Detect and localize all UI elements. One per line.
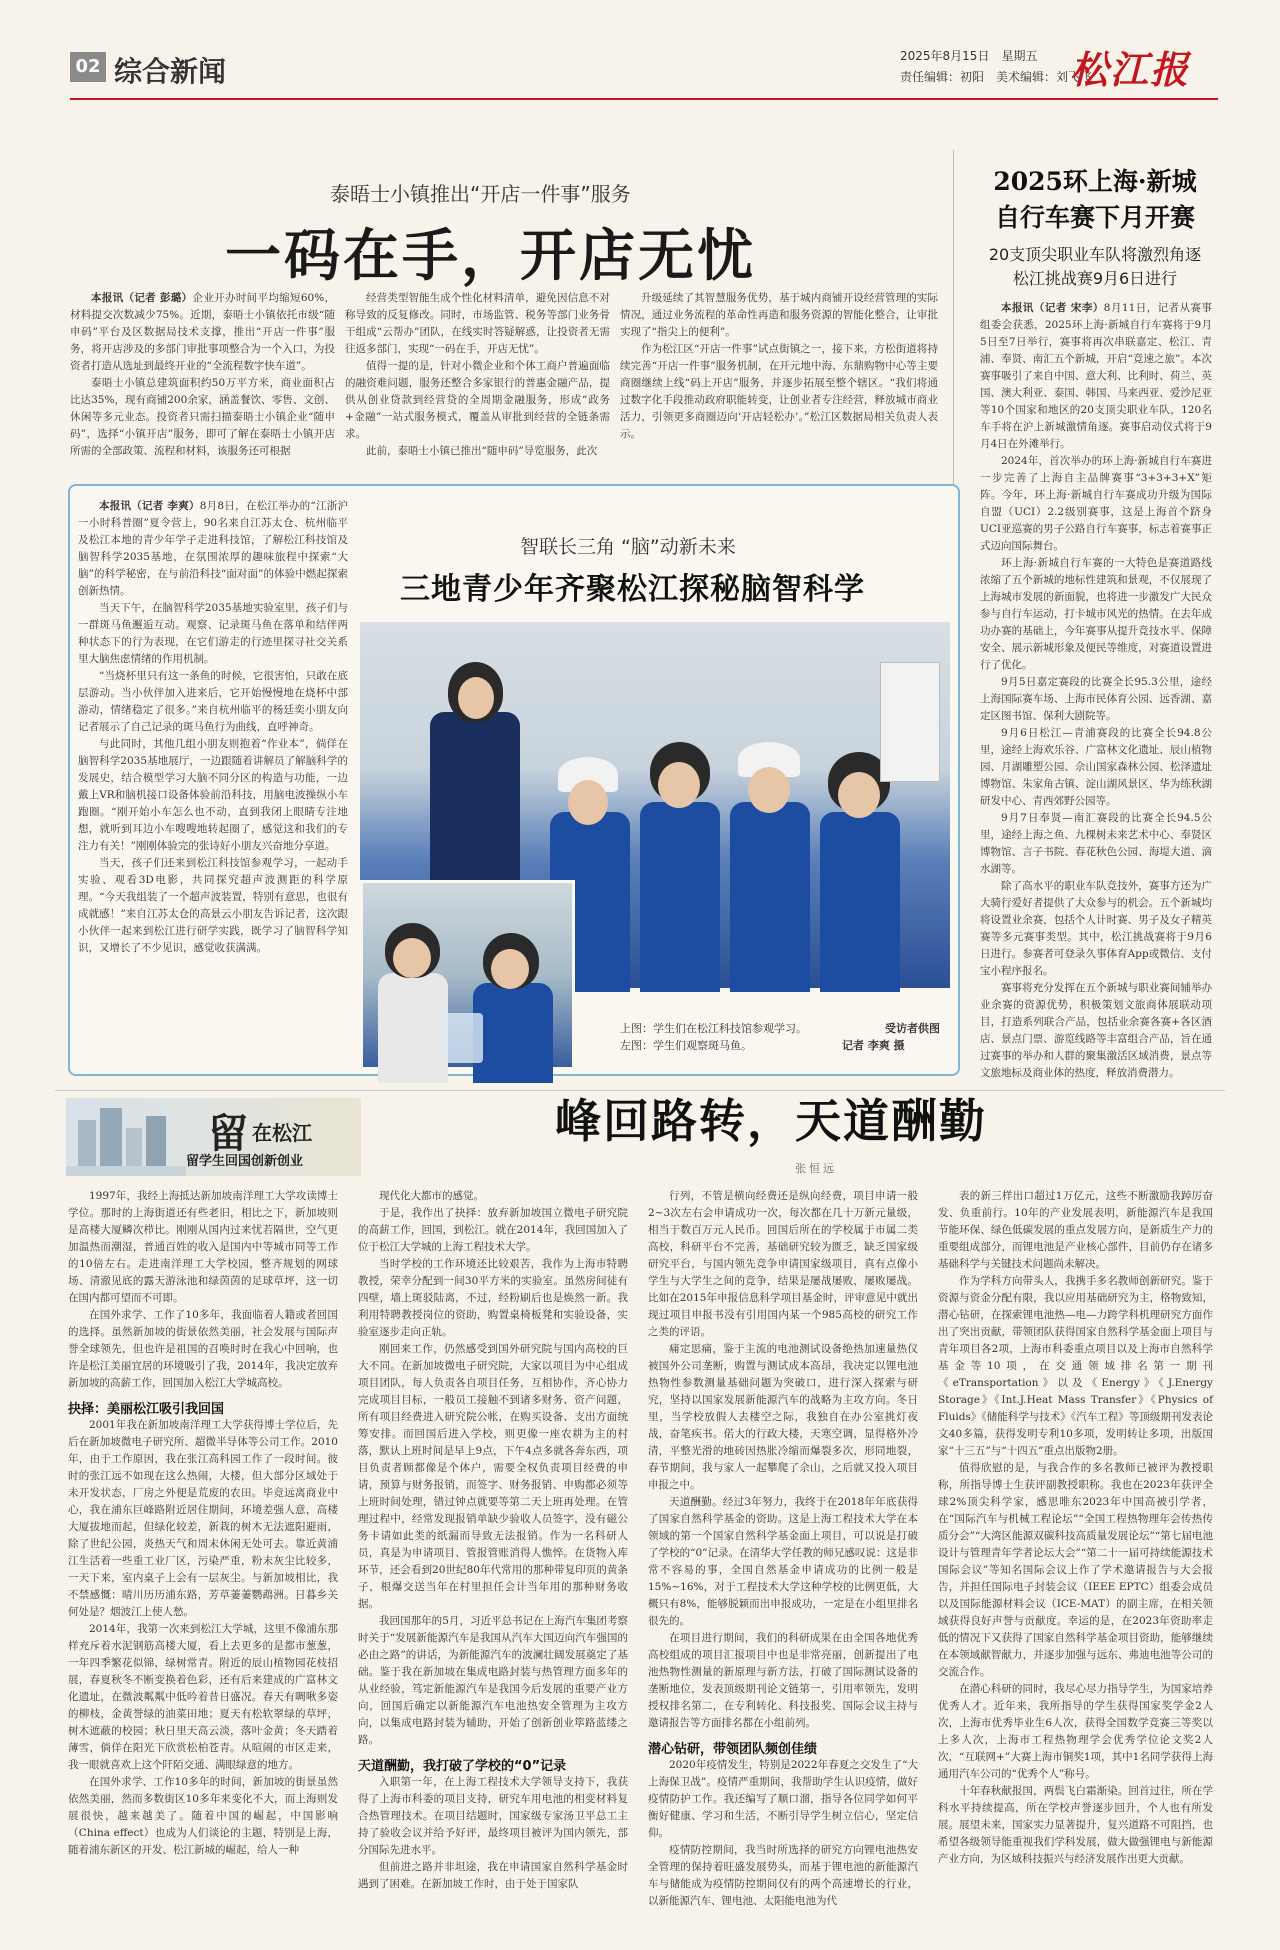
sidebar-byline: 本报讯（记者 宋李） (1001, 302, 1104, 314)
section-title: 综合新闻 (114, 55, 227, 88)
feature-headline: 三地青少年齐聚松江探秘脑智科学 (400, 572, 865, 607)
lead-column-3 (620, 290, 938, 470)
essay-paragraph: 作为学科方向带头人，我携手多名教师创新研究。鉴于资源与资金分配有限，我以应用基础研究为主，格物致知，潜心钻研，在探索锂电池热—电—力跨学科机理研究方面作出了突出贡献，带领团队获得国家自然科学基金面上项目与青年项目各2项，上海市科委重点项目以及上海市自然科学基金等10项，在交通领域排名第一期刊《eTransportation》以及《Energy》《J.Energy Storage》《Int.J.Heat Mass Transfer》《Physics of Fluids》《储能科学与技术》《汽车工程》等顶级期刊发表论文40多篇，获得发明专利10多项，发明转让多项，出版国家“十三五”与“十四五”重点出版物2册。 (938, 1275, 1213, 1457)
feature-paragraph: 8月8日，在松江举办的“江浙沪一小时科普圈”夏令营上，90名来自江苏太仓、杭州临平及松江本地的青少年学子走进科技馆，了解松江科技馆及脑智科学2035基地，在氛围浓厚的趣味旅程中探索“大脑”的科学秘密，在与前沿科技“面对面”的体验中燃起探索创新热情。 (78, 500, 348, 597)
lead-paragraph: 经营类型智能生成个性化材料清单，避免因信息不对称导致的反复修改。同时，市场监管、税务等部门业务骨干组成“云帮办”团队，在线实时答疑解惑，让投资者无需往返多部门，实现“一码在手，开店无忧”。 (345, 292, 610, 355)
banner-glyph: 留 (208, 1110, 248, 1157)
feature-paragraph: 与此同时，其他几组小朋友则抱着“作业本”，倘佯在脑智科学2035基地展厅，一边跟随着讲解员了解脑科学的发展史，结合模型学习大脑不同分区的构造与功能，一边戴上VR和脑机接口设备体验前沿科技，用脑电波操纵小车跑圈。“刚开始小车怎么也不动，直到我闭上眼睛专注地想，就听到耳边小车嗖嗖地转起圈了，感觉这和我们的专注力有关！”刚刚体验完的张诗好小朋友兴奋地分享道。 (78, 738, 348, 852)
lead-paragraph: 此前，泰晤士小镇已推出“随申码”导览服务，此次 (366, 445, 598, 457)
essay-paragraph: 在国外求学、工作了10多年，我面临着人籍或者回国的选择。虽然新加坡的街景依然美丽，社会发展与国际声誉全球领先，但也许是祖国的召唤时时在我心中回响，也许是松江美丽宜居的环境吸引了我，2014年，我决定放弃新加坡的高薪工作，回国加入松江大学城高校。 (68, 1309, 338, 1389)
essay-column-2 (358, 1188, 628, 1943)
lead-column-1 (70, 290, 335, 470)
sidebar-paragraph: 8月11日，记者从赛事组委会获悉，2025环上海·新城自行车赛将于9月5日至7日举行，赛事将再次串联嘉定、松江、青浦、奉贤、南汇五个新城，开启“竞速之旅”。本次赛事吸引了来自中国、意大利、比利时、荷兰、英国、澳大利亚、泰国、韩国、马来西亚、爱沙尼亚等10个国家和地区的20支顶尖职业车队，120名车手将在沪上新城激情角逐。赛事启动仪式将于9月4日在外滩举行。 (980, 302, 1213, 450)
essay-paragraph: 2001年我在新加坡南洋理工大学获得博士学位后，先后在新加坡微电子研究所、超微半导体等公司工作。2010年，由于工作原因，我在张江高科园工作了一段时间。彼时的张江远不如现在这么热闹，大楼，但大部分区域处于未开发状态，厂房之外便是荒废的农田。毕竟远离商业中心，我在浦东巨峰路附近居住期间，环境差强人意，高楼大厦拔地而起，但绿化较差，新栽的树木无法遮阳避雨，除了世纪公园，炎热天气和周末休闲无处可去。靠近黄浦江生活着一些重工业厂区，污染严重，粉末灰尘比较多，一天下来，室内桌子上会有一层灰尘。与新加坡相比，我不禁感慨：晴川历历浦东路，芳草萋萋鹦鹉洲。日暮乡关何处是？烟波江上使人愁。 (68, 1419, 338, 1618)
author-byline: 张恒远 (795, 1162, 837, 1175)
editors-credit: 责任编辑：初阳 美术编辑：刘飞飞 (900, 70, 1093, 84)
photo-caption: 上图：学生们在松江科技馆参观学习。 (620, 1022, 807, 1035)
photo-caption: 左图：学生们观察斑马鱼。 (620, 1039, 752, 1052)
essay-column-3 (648, 1188, 918, 1943)
bottom-headline: 峰回路转，天道酬勤 (555, 1094, 987, 1148)
lead-byline: 本报讯（记者 彭璐） (91, 292, 193, 304)
lead-kicker: 泰晤士小镇推出“开店一件事”服务 (330, 182, 631, 206)
sidebar-paragraph: 9月7日奉贤—南汇赛段的比赛全长94.5公里，途经上海之鱼、九棵树未来艺术中心、奉贤区博物馆、言子书院、春花秋色公园、海堤大道、滴水湖等。 (980, 812, 1212, 875)
essay-paragraph: 于是，我作出了抉择：放弃新加坡国立微电子研究院的高薪工作，回国，到松江。就在2014年，我回国加入了位于松江大学城的上海工程技术大学。 (358, 1207, 628, 1253)
lead-paragraph: 企业开办时间平均缩短60%，材料提交次数减少75%。近期，泰晤士小镇依托市级“随申码”平台及区数据局技术支撑，推出“开店一件事”服务，将开店涉及的多部门审批事项整合为一个入口，为投资者打造从选址到最终开业的“全流程数字快车道”。 (70, 292, 336, 372)
essay-paragraph: 在国外求学、工作10多年的时间，新加坡的街景虽然依然美丽，然而多数街区10多年来变化不大，而上海则发展很快，越来越美了。随着中国的崛起，中国影响（China effect）也成为人们谈论的主题，特别是上海，随着浦东新区的开发、松江新城的崛起，给人一种 (68, 1776, 338, 1856)
essay-subheading: 抉择：美丽松江吸引我回国 (68, 1402, 225, 1417)
lead-paragraph: 值得一提的是，针对小微企业和个体工商户普遍面临的融资难问题，服务还整合多家银行的普惠金融产品，提供从创业贷款到经营贷的全周期金融服务，形成“政务+金融”一站式服务模式，覆盖从审批到经营的全链条需求。 (345, 360, 610, 440)
sidebar-paragraph: 赛事将充分发挥在五个新城与职业赛间辅举办业余赛的资源优势，积极策划文旅商体展联动项目，打造系列联合产品，包括业余赛各赛+各区酒店、景点门票、游览线路等丰富组合产品，旨在通过赛事的举办和人群的聚集激活区域消费，景点等文旅地标及商业体的热度，释放消费潜力。 (980, 982, 1212, 1079)
essay-paragraph: 在项目进行期间，我们的科研成果在由全国各地优秀高校组成的项目汇报项目中也是非常亮丽，创新提出了电池热物性测量的新原理与新方法，打破了国际测试设备的垄断地位，发表顶级期刊论文链第一，引用率领先，发明授权排名第二，在专利转化、科技报奖、国际会议主持与邀请报告等方面排名都在小组前列。 (648, 1632, 918, 1729)
essay-paragraph: 但前进之路并非坦途，我在申请国家自然科学基金时遇到了困难。在新加坡工作时，由于处于国家队 (358, 1861, 628, 1890)
lead-paragraph: 泰晤士小镇总建筑面积约50万平方米，商业面积占比达35%，现有商铺200余家，涵盖餐饮、零售、文创、休闲等多元业态。投资者只需扫描泰晤士小镇企业“随申码”，选择“小镇开店”服务，即可了解在泰晤士小镇开店所需的全部政策、流程和材料，该服务还可根据 (70, 377, 335, 457)
sidebar-paragraph: 除了高水平的职业车队竞技外，赛事方还为广大骑行爱好者提供了大众参与的机会。五个新城均将设置业余赛，包括个人计时赛、男子及女子精英赛等多元赛事类型。其中，松江挑战赛将于9月6日进行。参赛者可登录久事体育App或微信、支付宝小程序报名。 (980, 880, 1212, 977)
sidebar-subheadline: 松江挑战赛9月6日进行 (1012, 269, 1178, 288)
sidebar-headline: 自行车赛下月开赛 (994, 203, 1195, 232)
issue-date: 2025年8月15日 星期五 (900, 49, 1038, 63)
essay-paragraph: 天道酬勤。经过3年努力，我终于在2018年年底获得了国家自然科学基金的资助。这是上海工程技术大学在本领域的第一个国家自然科学基金面上项目，可以说是打破了学校的“0”记录。在清华大学任教的师兄感叹说：这是非常不容易的事，全国自然基金申请成功的比例一般是15%~16%，对于工程技术大学这种学校的比例更低，大概只有8%，能够脱颖而出申报成功，一定是在小组里排名很先的。 (648, 1496, 918, 1627)
banner-tagline: 留学生回国创新创业 (186, 1154, 304, 1169)
essay-paragraph: 痛定思痛，鉴于主流的电池测试设备绝热加速量热仪被国外公司垄断，购置与测试成本高昂，我决定以锂电池热物性参数测量基础问题为突破口，进行深入探索与研究，坚持以国家发展新能源汽车的战略为主攻方向。冬日里，当学校放假人去楼空之际，我独自在办公室挑灯夜战，奋笔疾书。偌大的行政大楼，天寒空调，显得格外冷清，平整光滑的地砖因热胀冷缩而爆裂多次，形同地裂，春节期间，我与家人一起攀爬了佘山，之后就又投入项目申报之中。 (648, 1343, 918, 1491)
sidebar-subheadline: 20支顶尖职业车队将激烈角逐 (988, 245, 1202, 264)
feature-paragraph: “当烧杯里只有这一条鱼的时候，它很害怕，只敢在底层游动。当小伙伴加入进来后，它开始慢慢地在烧杯中部游动，情绪稳定了很多。”来自杭州临平的杨廷奕小朋友向记者展示了自己记录的斑马鱼行为曲线，直呼神奇。 (78, 670, 348, 733)
essay-paragraph: 我回国那年的5月，习近平总书记在上海汽车集团考察时关于“发展新能源汽车是我国从汽车大国迈向汽车强国的必由之路”的讲话，为新能源汽车的波澜壮阔发展奠定了基础。鉴于我在新加坡在集成电路封装与热管理方面多年的从业经验，笃定新能源汽车是我国今后发展的重要产业方向，回国后确定以新能源汽车电池热安全管理为主攻方向，以集成电路封装为辅助，开始了创新创业筚路蓝缕之路。 (358, 1615, 628, 1746)
photo-credit: 记者 李爽 摄 (842, 1039, 905, 1052)
essay-paragraph: 在潜心科研的同时，我尽心尽力指导学生，为国家培养优秀人才。近年来，我所指导的学生获得国家奖学金2人次，上海市优秀毕业生6人次，获得全国数学竞赛三等奖以上多人次，上海市工程热物理学会优秀学位论文奖2人次，“互联网+”大赛上海市铜奖1项，其中1名同学获得上海通用汽车公司的“优秀个人”称号。 (938, 1683, 1213, 1780)
essay-paragraph: 值得欣慰的是，与我合作的多名教师已被评为教授职称，所指导博士生获评副教授职称。我也在2023年获评全球2%顶尖科学家，感思唯东2023年中国高被引学者，在“国际汽车与机械工程论坛”“全国工程热物理年会传热传质分会”“大湾区能源双碳科技高质量发展论坛”“第七届电池设计与管理青年学者论坛大会”“第二十一届可持续能源技术国际会议”等知名国际会议上作了学术邀请报告与大会报告，并担任国际电子封装会议（IEEE EPTC）组委会成员以及国际能源材料会议（ICE-MAT）的副主席，在相关领域获得良好声誉与贡献度。幸运的是，在2023年资助率走低的情况下又获得了国家自然科学基金项目资助，能够继续在本领域献智献力，并逐步加强与远东、弗迪电池等公司的交流合作。 (938, 1462, 1213, 1678)
sidebar-paragraph: 9月5日嘉定赛段的比赛全长95.3公里，途经上海国际赛车场、上海市民体育公园、远香湖、嘉定区图书馆、保利大剧院等。 (980, 676, 1212, 722)
feature-kicker: 智联长三角 “脑”动新未来 (520, 536, 736, 558)
photo-credit: 受访者供图 (885, 1022, 940, 1035)
feature-byline: 本报讯（记者 李爽） (99, 500, 200, 512)
essay-paragraph: 行列，不管是横向经费还是纵向经费，项目申请一般2~3次左右会申请成功一次，每次都在几十万新元量级，相当于数百万元人民币。回国后所在的学校属于市属二类高校，科研平台不完善，基础研究较为匮乏，缺乏国家级研究平台，与国内领先竞争申请国家级项目，真有点像小学生与大学生之间的竞争，结果是屡战屡败，屡败屡战。比如在2015年申报信息科学项目基金时，评审意见中就出现过项目申报书没有引用国内某一个985高校的研究工作之类的评语。 (648, 1190, 918, 1338)
feature-paragraph: 当天，孩子们还来到松江科技馆参观学习，一起动手实验、观看3D电影，共同探究超声波测距的科学原理。“今天我组装了一个超声波装置，特别有意思，也很有成就感！”来自江苏太仓的高景云小朋友告诉记者，这次跟小伙伴一起来到松江进行研学实践，既学习了脑智科学知识，又增长了不少见识，感觉收获满满。 (78, 857, 348, 954)
lead-paragraph: 升级延续了其智慧服务优势，基于城内商铺开设经营管理的实际情况，通过业务流程的革命性再造和服务资源的智能化整合，让审批实现了“指尖上的便利”。 (620, 292, 938, 338)
sidebar-headline: 2025环上海·新城 (993, 167, 1197, 196)
sidebar-paragraph: 2024年，首次举办的环上海·新城自行车赛进一步完善了上海自主品牌赛事“3+3+3+X”矩阵。今年，环上海·新城自行车赛成功升级为国际自盟（UCI）2.2级别赛事，这是上海首个跻身UCI亚巡赛的男子公路自行车赛事，标志着赛事正式迈向国际舞台。 (980, 455, 1212, 552)
banner-title: 在松江 (252, 1121, 312, 1145)
essay-paragraph: 刚回来工作，仍然感受到国外研究院与国内高校的巨大不同。在新加坡微电子研究院，大家以项目为中心组成项目团队，每人负责各自项目任务，互相协作，齐心协力完成项目目标，一般员工接触不到诸多财务、资产问题，所有项目经费进入研究院公帐，在购买设备、支出方面统筹安排。而回国后进入学校，则更像一座农耕为主的村落，默认上班时间是早上9点，下午4点多就各奔东西，项目负责者顾都像是个体户，需要全权负责项目经费的申请，预算与财务报销，而签字、财务报销、申购都必须等上班时间处理，错过钟点就要等第二天上班再处理。在管理过程中，经常发现报销单缺少验收人员签字，没有磁公务卡请如此类的纸漏而导致无法报销。作为一名科研人员，真是为申请项目、管报管账消得人憔悴。在货物入库环节，还会看到20世纪80年代常用的那种带复印页的黄条子，根爆交送当年在村里担任会计当年用的那种财务收据。 (358, 1343, 628, 1610)
essay-column-1 (68, 1188, 338, 1943)
essay-subheading: 潜心钻研，带领团队频创佳绩 (648, 1742, 818, 1757)
essay-paragraph: 2020年疫情发生，特别是2022年春夏之交发生了“大上海保卫战”。疫情严重期间，我帮助学生认识疫情，做好疫情防护工作。我还编写了顺口溜，指导各位同学如何平衡好健康、学习和生活，不断引导学生树立信心，坚定信仰。 (648, 1759, 918, 1839)
essay-subheading: 天道酬勤，我打破了学校的“0”记录 (358, 1759, 567, 1774)
lead-headline: 一码在手，开店无忧 (225, 224, 756, 289)
sidebar-body (980, 300, 1213, 1079)
essay-paragraph: 入职第一年，在上海工程技术大学领导支持下，我获得了上海市科委的项目支持，研究车用电池的相变材料复合热管理技术。在项目结题时，国家级专家汤卫平总工主持了验收会议并给予好评，最终项目被评为国内领先，部分国际先进水平。 (358, 1776, 628, 1856)
lead-column-2 (345, 290, 610, 470)
newspaper-logo: 松江报 (1070, 47, 1191, 92)
essay-column-4 (938, 1188, 1213, 1943)
page-number: 02 (70, 52, 106, 82)
essay-paragraph: 1997年，我经上海抵达新加坡南洋理工大学攻读博士学位。那时的上海街道还有些老旧，相比之下，新加坡则是高楼大厦鳞次栉比。刚刚从国内过来忧若隔世，空气更加温热而潮湿，普通百姓的收入是国内中等城市同等工作的10倍左右。走进南洋理工大学校园，整齐规划的网球场、清澈见底的露天游泳池和绿茵茵的足球草坪，这一切在国内都可望而不可即。 (68, 1190, 338, 1304)
essay-paragraph: 当时学校的工作环境还比较艰苦，我作为上海市特聘教授，荣幸分配到一间30平方米的实验室。虽然房间徒有四壁，墙上斑驳陆离，不过，经粉刷后也是焕然一新。我利用特聘教授岗位的资助，购置桌椅板凳和实验设备，实验室逐步走向正轨。 (358, 1258, 628, 1338)
feature-body (78, 498, 348, 1068)
lead-paragraph: 作为松江区“开店一件事”试点街镇之一，接下来，方松街道将持续完善“开店一件事”服务机制，在开元地中海、东鼎购物中心等主要商圈继续上线“码上开店”服务，并逐步拓展至整个辖区。“我们将通过数字化手段推动政府职能转变，让创业者专注经营，释放城市商业活力，引领更多商圈迈向‘开店轻松办’。”松江区数据局相关负责人表示。 (620, 343, 938, 440)
essay-paragraph: 表的新三样出口超过1万亿元，这些不断激励我踔厉奋发、负重前行。10年的产业发展表明，新能源汽车是我国节能环保、绿色低碳发展的重点发展方向，是新质生产力的重要组成部分，而锂电池是产业核心部件，目前仍存在诸多基础科学与关键技术问题尚未解决。 (938, 1190, 1213, 1270)
sidebar-paragraph: 环上海·新城自行车赛的一大特色是赛道路线浓缩了五个新城的地标性建筑和景观，不仅展现了上海城市发展的新面貌，也将进一步激发广大民众参与自行车运动，打卡城市风光的热情。在去年成功办赛的基础上，今年赛事从提升竞技水平、保障安全、展示新城形象及便民等维度，对赛道设置进行了优化。 (980, 557, 1212, 671)
sidebar-paragraph: 9月6日松江—青浦赛段的比赛全长94.8公里，途经上海欢乐谷、广富林文化遗址、辰山植物园、月湖雕塑公园、佘山国家森林公园、松泽遗址博物馆、朱家角古镇、淀山湖风景区、华为练秋湖研发中心、青西郊野公园等。 (980, 727, 1212, 807)
essay-paragraph: 十年春秋献报国，两鬓飞白霜渐染。回首过往，所在学科水平持续提高，所在学校声誉逐步回升，个人也有所发展。展望未来，国家实力显著提升，复兴道路不可阻挡，也希望各级领导能重视我们学科发展，做大做强锂电与新能源产业方向，为区域科技振兴与经济发展作出更大贡献。 (938, 1785, 1213, 1865)
masthead (70, 35, 1218, 100)
photo-students-zebrafish (360, 880, 575, 1070)
essay-paragraph: 疫情防控期间，我当时所选择的研究方向锂电池热安全管理的保持着旺盛发展势头，而基于锂电池的新能源汽车与储能成为疫情防控期间仅有的两个高速增长的行业，以新能源汽车、锂电池、太阳能电池为代 (648, 1844, 918, 1907)
essay-paragraph: 现代化大都市的感觉。 (379, 1190, 484, 1202)
essay-paragraph: 2014年，我第一次来到松江大学城，这里不像浦东那样充斥着水泥钢筋高楼大厦，看上去更多的是都市葱葱，一年四季繁花似锦，绿树常青。附近的辰山植物园花枝招展，春夏秋冬不断变换着色彩，还有后来建成的广富林文化遗址，在微波粼粼中低吟着昔日盛况。春天有啁啾多姿的柳枝，金黄誉绿的油菜田地；夏天有松软翠绿的草坪，树木遮蔽的校园；秋日里天高云淡，落叶金黄；冬天踏着薄雪，倘佯在阳光下欣赏松柏苍青。从喧闹的市区走来，我一眼就喜欢上这个阡陌交通、满眼绿意的地方。 (68, 1623, 338, 1771)
feature-paragraph: 当天下午，在脑智科学2035基地实验室里，孩子们与一群斑马鱼邂逅互动。观察、记录斑马鱼在落单和结伴两种状态下的行为表现，在它们游走的行迹里探寻社交关系里大脑焦虑情绪的作用机制。 (78, 602, 348, 665)
